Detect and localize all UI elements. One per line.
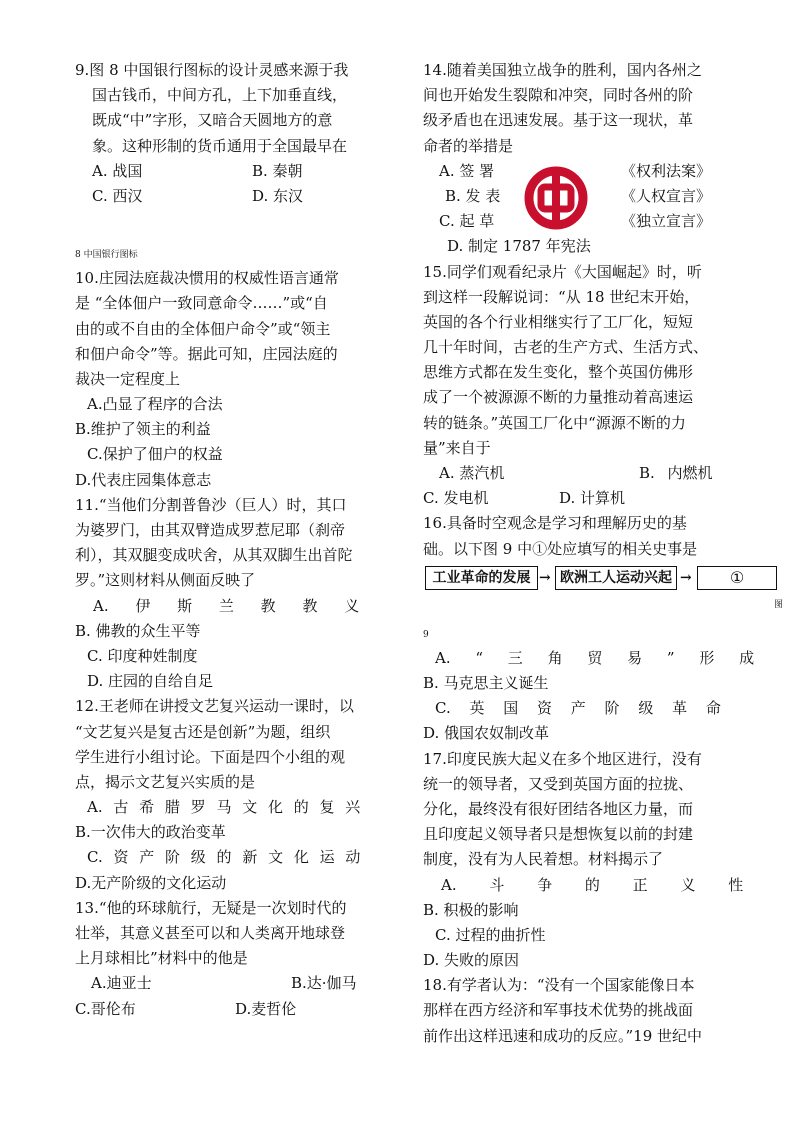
q13-options-row — [75, 997, 370, 1022]
q16-line: 16.具备时空观念是学习和理解历史的基 — [423, 514, 687, 533]
q15-line: 15.同学们观看纪录片《大国崛起》时，听 — [423, 262, 702, 281]
question-18 — [423, 973, 718, 1049]
q15-line: 转的链条。”英国工厂化中“源源不断的力 — [423, 413, 686, 432]
q10-option-c[interactable]: C.保护了佃户的权益 — [87, 445, 223, 464]
q12-option-a[interactable]: A. 古 希 腊 罗 马 文 化 的 复 兴 — [87, 798, 361, 817]
q15-option-d[interactable]: D. 计算机 — [559, 489, 626, 508]
q13-option-a[interactable]: A.迪亚士 — [91, 974, 152, 993]
figure-9-number: 9 — [423, 629, 429, 640]
q14-line: 14.随着美国独立战争的胜利，国内各州之 — [423, 61, 702, 79]
q12-line: 12.王老师在讲授文艺复兴运动一课时，以 — [75, 697, 354, 716]
q12-line: “文艺复兴是复古还是创新”为题，组织 — [75, 722, 331, 741]
q17-line: 统一的领导者，又受到英国方面的拉拢、 — [423, 774, 694, 793]
q16-option-c[interactable]: C. 英 国 资 产 阶 级 革 命 — [435, 699, 721, 718]
q15-line: 英国的各个行业相继实行了工厂化，短短 — [423, 312, 694, 331]
q11-option-b[interactable]: B. 佛教的众生平等 — [75, 621, 201, 640]
q12-option-c[interactable]: C. 资 产 阶 级 的 新 文 化 运 动 — [87, 848, 361, 867]
q10-line: 裁决一定程度上 — [75, 369, 181, 388]
figure-8-caption: 8 中国银行图标 — [75, 250, 138, 261]
q14-option-c-doc: 《独立宣言》 — [621, 212, 712, 231]
q17-line: 分化，最终没有很好团结各地区力量，而 — [423, 799, 694, 818]
q11-option-a[interactable]: A. 伊 斯 兰 教 教 义 — [93, 596, 360, 615]
q12-option-b[interactable]: B.一次伟大的政治变革 — [75, 823, 226, 842]
left-column — [75, 58, 370, 1022]
question-13 — [75, 896, 370, 1022]
figure-9-label: 图 — [773, 599, 783, 610]
flow-box-blank-1[interactable]: ① — [697, 566, 777, 590]
q14-option-a-verb: A. 签 署 — [439, 161, 495, 180]
q18-line: 那样在西方经济和军事技术优势的挑战面 — [423, 1001, 694, 1020]
q17-option-c[interactable]: C. 过程的曲折性 — [435, 925, 546, 944]
flow-box-industrial-revolution: 工业革命的发展 — [425, 566, 538, 590]
q11-line: 利），其双腿变成吠舍，从其双脚生出首陀 — [75, 546, 353, 565]
q18-line: 前作出这样迅速和成功的反应。”19 世纪中 — [423, 1026, 703, 1045]
q12-line: 学生进行小组讨论。下面是四个小组的观 — [75, 747, 346, 766]
q13-option-d[interactable]: D.麦哲伦 — [235, 999, 297, 1018]
figure-9-flowchart — [425, 566, 780, 592]
question-12 — [75, 694, 370, 896]
q15-option-b[interactable]: B. 内燃机 — [639, 464, 713, 483]
question-17 — [423, 747, 744, 974]
q10-option-d[interactable]: D.代表庄园集体意志 — [75, 470, 212, 489]
q15-options-row — [423, 486, 718, 511]
q13-line: 壮举，其意义甚至可以和人类离开地球登 — [75, 924, 346, 943]
q17-line: 制度，没有为人民着想。材料揭示了 — [423, 850, 664, 869]
q15-option-c[interactable]: C. 发电机 — [423, 489, 489, 508]
q14-line: 级矛盾也在迅速发展。基于这一现状，革 — [423, 111, 694, 130]
q15-line: 成了一个被源源不断的力量推动着高速运 — [423, 388, 694, 407]
q16-line: 础。以下图 9 中①处应填写的相关史事是 — [423, 539, 698, 558]
q10-line: 由的或不自由的全体佃户命令”或“领主 — [75, 319, 331, 338]
q17-option-b[interactable]: B. 积极的影响 — [423, 900, 519, 919]
q9-option-c[interactable]: C. 西汉 — [92, 186, 143, 205]
q13-option-c[interactable]: C.哥伦布 — [75, 999, 136, 1018]
q15-line: 几十年时间，古老的生产方式、生活方式、 — [423, 338, 709, 357]
q15-option-a[interactable]: A. 蒸汽机 — [439, 464, 505, 483]
q17-option-a[interactable]: A. 斗 争 的 正 义 性 — [441, 875, 744, 894]
q10-line: 是 “全体佃户一致同意命令……”或“自 — [75, 294, 328, 313]
q17-line: 17.印度民族大起义在多个地区进行，没有 — [423, 749, 702, 768]
q10-line: 10.庄园法庭裁决惯用的权威性语言通常 — [75, 269, 339, 288]
q12-option-d[interactable]: D.无产阶级的文化运动 — [75, 873, 227, 892]
q9-option-a[interactable]: A. 战国 — [92, 161, 143, 180]
flow-arrow-icon: → — [539, 570, 551, 586]
q9-line: 国古钱币，中间方孔，上下加垂直线， — [92, 86, 348, 105]
q9-option-d[interactable]: D. 东汉 — [252, 186, 304, 205]
flow-box-workers-movement: 欧洲工人运动兴起 — [555, 566, 677, 590]
q12-line: 点，揭示文艺复兴实质的是 — [75, 772, 256, 791]
q10-line: 和佃户命令”等。据此可知，庄园法庭的 — [75, 344, 338, 363]
q9-line: 9.图 8 中国银行图标的设计灵感来源于我 — [75, 61, 349, 79]
question-10 — [75, 266, 370, 493]
q14-option-d[interactable]: D. 制定 1787 年宪法 — [447, 237, 591, 256]
q13-line: 上月球相比”材料中的他是 — [75, 949, 248, 968]
q11-line: 11.“当他们分割普鲁沙（巨人）时，其口 — [75, 495, 347, 514]
question-11 — [75, 493, 370, 695]
q14-option-b-doc: 《人权宣言》 — [621, 186, 712, 205]
q9-options-row — [75, 184, 370, 209]
q13-line: 13.“他的环球航行，无疑是一次划时代的 — [75, 898, 347, 917]
q16-option-b[interactable]: B. 马克思主义诞生 — [423, 674, 549, 693]
q10-option-b[interactable]: B.维护了领主的利益 — [75, 420, 211, 439]
q11-option-d[interactable]: D. 庄园的自给自足 — [87, 672, 214, 691]
q11-option-c[interactable]: C. 印度种姓制度 — [87, 646, 198, 665]
flow-arrow-icon: → — [680, 570, 692, 586]
q14-line: 命者的举措是 — [423, 136, 514, 155]
q13-options-row — [75, 971, 370, 996]
q9-option-b[interactable]: B. 秦朝 — [252, 161, 303, 180]
q16-option-a[interactable]: A. “ 三 角 贸 易 ” 形 成 — [435, 648, 755, 667]
q11-line: 罗。”这则材料从侧面反映了 — [75, 571, 256, 590]
q17-line: 且印度起义领导者只是想恢复以前的封建 — [423, 825, 694, 844]
question-9 — [75, 58, 370, 209]
q14-option-c-verb: C. 起 草 — [439, 212, 495, 231]
q16-option-d[interactable]: D. 俄国农奴制改革 — [423, 724, 550, 743]
q18-line: 18.有学者认为：“没有一个国家能像日本 — [423, 976, 695, 995]
q10-option-a[interactable]: A.凸显了程序的合法 — [87, 395, 223, 414]
q15-line: 到这样一段解说词：“从 18 世纪末开始， — [423, 287, 700, 306]
bank-of-china-logo-icon — [521, 163, 591, 233]
question-16 — [423, 511, 783, 746]
q11-line: 为婆罗门，由其双臂造成罗惹尼耶（刹帝 — [75, 521, 346, 540]
q14-option-a-doc: 《权利法案》 — [621, 161, 712, 180]
q15-line: 思维方式都在发生变化，整个英国仿佛形 — [423, 363, 694, 382]
q9-line: 象。这种形制的货币通用于全国最早在 — [92, 136, 348, 155]
q15-line: 量”来自于 — [423, 438, 491, 457]
q9-line: 既成“中”字形，又暗合天圆地方的意 — [92, 111, 333, 130]
q17-option-d[interactable]: D. 失败的原因 — [423, 951, 520, 970]
q15-options-row — [423, 461, 718, 486]
q9-options-row — [75, 159, 370, 184]
q14-line: 间也开始发生裂隙和冲突，同时各州的阶 — [423, 86, 694, 105]
question-15 — [423, 260, 718, 512]
q14-option-b-verb: B. 发 表 — [445, 186, 501, 205]
q13-option-b[interactable]: B.达·伽马 — [291, 974, 357, 993]
